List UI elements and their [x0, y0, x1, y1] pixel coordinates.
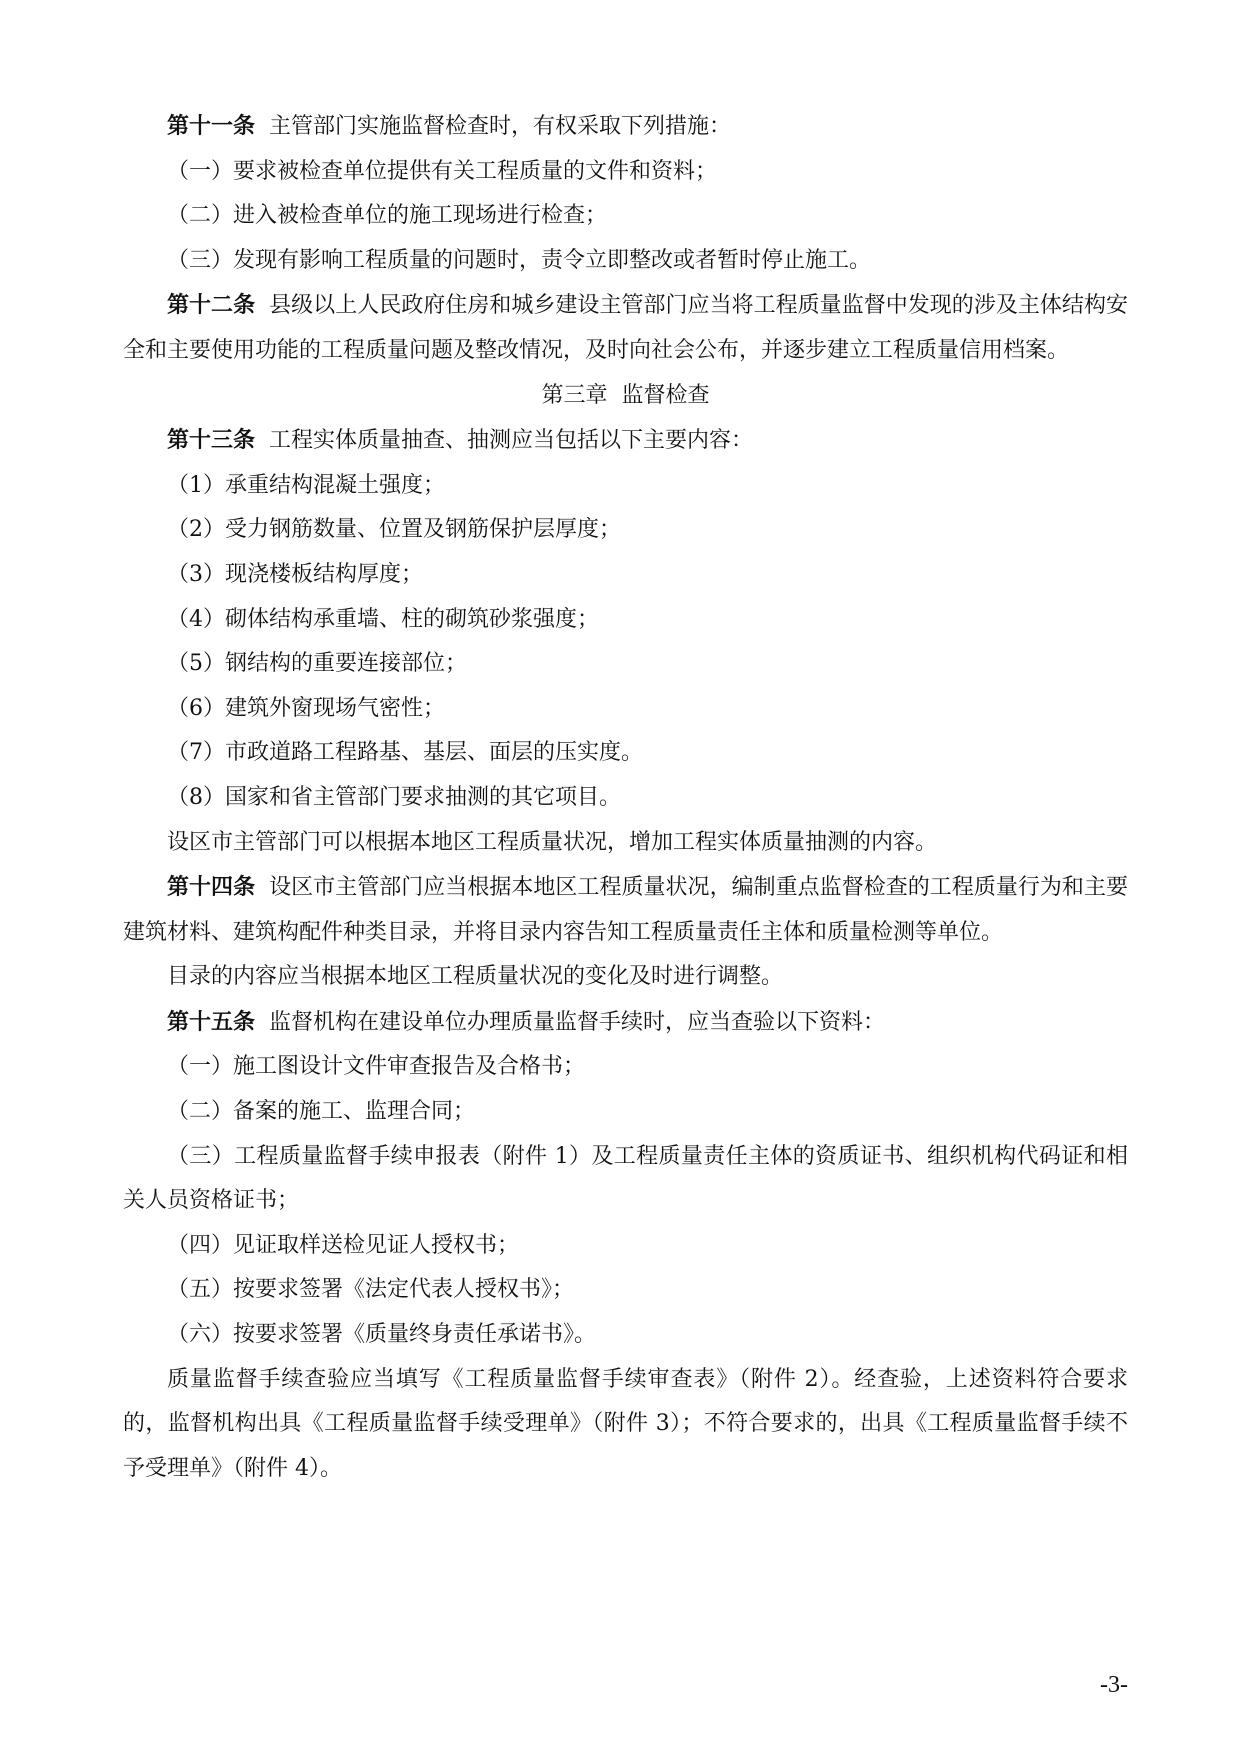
list-item: （5）钢结构的重要连接部位；	[167, 651, 467, 677]
list-item: （三）工程质量监督手续申报表（附件 1）及工程质量责任主体的资质证书、组织机构代码证和相关人员资格证书；	[123, 1143, 1128, 1214]
list-item: （1）承重结构混凝土强度；	[167, 472, 445, 498]
page-number: -3-	[1100, 1672, 1128, 1698]
list-item: （4）砌体结构承重墙、柱的砌筑砂浆强度；	[167, 606, 599, 632]
list-item: （二）进入被检查单位的施工现场进行检查；	[167, 203, 608, 229]
article-13-intro	[123, 418, 1128, 464]
article-12	[123, 283, 1128, 373]
article-15-note: 质量监督手续查验应当填写《工程质量监督手续审查表》（附件 2）。经查验，上述资料符合要求的，监督机构出具《工程质量监督手续受理单》（附件 3）；不符合要求的，出具《工程质量监督手续不予受理单》（附件 4）。	[123, 1366, 1128, 1481]
article-15-text: 监督机构在建设单位办理质量监督手续时，应当查验以下资料：	[269, 1009, 886, 1035]
list-item: （一）施工图设计文件审查报告及合格书；	[167, 1054, 586, 1080]
list-item: （六）按要求签署《质量终身责任承诺书》。	[167, 1322, 597, 1348]
list-item: （6）建筑外窗现场气密性；	[167, 695, 445, 721]
article-14	[123, 865, 1128, 955]
document-page	[123, 104, 1128, 1491]
article-11-title: 第十一条	[167, 113, 256, 139]
list-item: （二）备案的施工、监理合同；	[167, 1099, 476, 1125]
list-item: （2）受力钢筋数量、位置及钢筋保护层厚度；	[167, 517, 621, 543]
list-item: （三）发现有影响工程质量的问题时，责令立即整改或者暂时停止施工。	[167, 247, 872, 273]
chapter-heading: 第三章 监督检查	[541, 382, 710, 408]
article-12-text: 县级以上人民政府住房和城乡建设主管部门应当将工程质量监督中发现的涉及主体结构安全和主要使用功能的工程质量问题及整改情况，及时向社会公布，并逐步建立工程质量信用档案。	[123, 293, 1128, 363]
article-15-intro	[123, 1000, 1128, 1046]
list-item: （一）要求被检查单位提供有关工程质量的文件和资料；	[167, 158, 718, 184]
article-14-text: 设区市主管部门应当根据本地区工程质量状况，编制重点监督检查的工程质量行为和主要建筑材料、建筑构配件种类目录，并将目录内容告知工程质量责任主体和质量检测等单位。	[123, 875, 1128, 945]
article-13-title: 第十三条	[167, 427, 256, 454]
article-12-title: 第十二条	[167, 292, 256, 319]
list-item: （3）现浇楼板结构厚度；	[167, 561, 423, 587]
article-13-text: 工程实体质量抽查、抽测应当包括以下主要内容：	[269, 428, 754, 454]
article-11-text: 主管部门实施监督检查时，有权采取下列措施：	[269, 114, 732, 139]
article-13-note: 设区市主管部门可以根据本地区工程质量状况，增加工程实体质量抽测的内容。	[167, 829, 938, 855]
list-item: （四）见证取样送检见证人授权书；	[167, 1232, 520, 1258]
article-14-note: 目录的内容应当根据本地区工程质量状况的变化及时进行调整。	[167, 964, 784, 990]
article-15-title: 第十五条	[167, 1008, 256, 1035]
article-14-title: 第十四条	[167, 874, 256, 901]
list-item: （五）按要求签署《法定代表人授权书》；	[167, 1277, 575, 1303]
list-item: （8）国家和省主管部门要求抽测的其它项目。	[167, 784, 621, 810]
list-item: （7）市政道路工程路基、基层、面层的压实度。	[167, 740, 643, 766]
article-11-intro	[123, 104, 1128, 150]
